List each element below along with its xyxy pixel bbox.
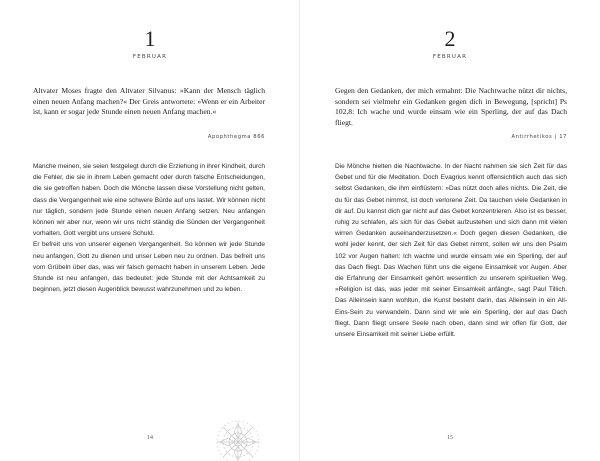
quote-source: Antirrhetikos | 17 (511, 134, 567, 140)
meditation-text (335, 161, 567, 340)
meditation-paragraph: Manche meinen, sie seien festgelegt durch die Erziehung in ihrer Kindheit, durch die Fehler, die sie in ihrem Leben gemacht oder durch falsche Entscheidungen, die sie getroffen haben. Doch die Mönche lassen diese Vorstellung nicht gelten, dass die Vergangenheit wie eine schwere Bürde auf uns lastet. Wir können nicht nur täglich, sondern jede Stunde einen neuen Anfang setzen. Neu anfangen können wir aber nur, wenn wir uns nicht ständig die Sünden der Vergangenheit vorhalten. Gott vergibt uns unsere Schuld. (33, 163, 265, 238)
rosette-ornament-icon (208, 412, 268, 461)
day-number: 1 (144, 26, 156, 51)
daily-quote: Altvater Moses fragte den Altvater Silvanus: »Kann der Mensch täglich einen neuen Anfang machen?« Der Greis antwortete: »Wenn er ein Arbeiter ist, kann er sogar jede Stunde einen neuen Anfang machen.« (33, 86, 265, 117)
meditation-paragraph: Er befreit uns von unserer eigenen Vergangenheit. So können wir jede Stunde neu anfangen, Gott zu dienen und unser Leben neu zu ordnen. Das befreit uns vom Grübeln über das, was wir falsch gemacht haben in unserem Leben. Jede Stunde ist neu anfangen, das bedeutet: jede Stunde mit der Achtsamkeit zu beginnen, jetzt diesen Augenblick bewusst wahrzunehmen und zu leben. (33, 241, 265, 294)
daily-quote: Gegen den Gedanken, der mich ermahnt: Die Nachtwache nützt dir nichts, sondern sei vielmehr ein Gedanken gegen dich in Bewegung, [spricht] Ps 102,8: Ich wache und wurde einsam wie ein Sperling, der auf das Dach fliegt. (335, 86, 567, 127)
page-number: 15 (447, 435, 453, 441)
quote-source: Apophthegma 866 (207, 134, 265, 140)
day-number: 2 (444, 26, 456, 51)
right-page (300, 0, 600, 461)
meditation-text (33, 161, 265, 295)
page-number: 14 (147, 435, 153, 441)
month-label: FEBRUAR (132, 54, 168, 60)
meditation-paragraph: Die Mönche hielten die Nachtwache. In der Nacht nahmen sie sich Zeit für das Gebet und für die Meditation. Doch Evagrius kennt offensichtlich auch das sich selbst Gedanken, die ihm einflüstern: »Das nützt doch alles nichts. Die Zeit, die du für das Gebet nimmst, ist doch verlorene Zeit. Da tauchen viele Gedanken in dir auf. Du kannst dich gar nicht auf das Gebet konzentrieren. Also ist es besser, ruhig zu schlafen, als sich für das Gebet aufzustehen und sich dann mit vielen wirren Gedanken auseinanderzusetzen.« Doch gegen diesen Gedanken, die wohl jeder kennt, der sich Zeit für das Gebet nimmt, sollen wir uns den Psalm 102 vor Augen halten: Ich wachte und wurde einsam wie ein Sperling, der auf das Dach fliegt. Das Wachen führt uns die eigene Einsamkeit vor Augen. Aber die Erfahrung der Einsamkeit gehört wesentlich zu unserem spirituellen Weg. »Religion ist das, was jeder mit seiner Einsamkeit anfängt«, sagt Paul Tillich. Das Alleinsein kann wohltun, die Kunst besteht darin, das Alleinsein in ein All-Eins-Sein zu verwandeln. Dann sind wir wie ein Sperling, der auf das Dach fliegt. Dann fliegt unsere Seele nach oben, dann sind wir offen für Gott, der unsere Einsamkeit mit seiner Liebe erfüllt. (335, 163, 567, 339)
month-label: FEBRUAR (432, 54, 468, 60)
